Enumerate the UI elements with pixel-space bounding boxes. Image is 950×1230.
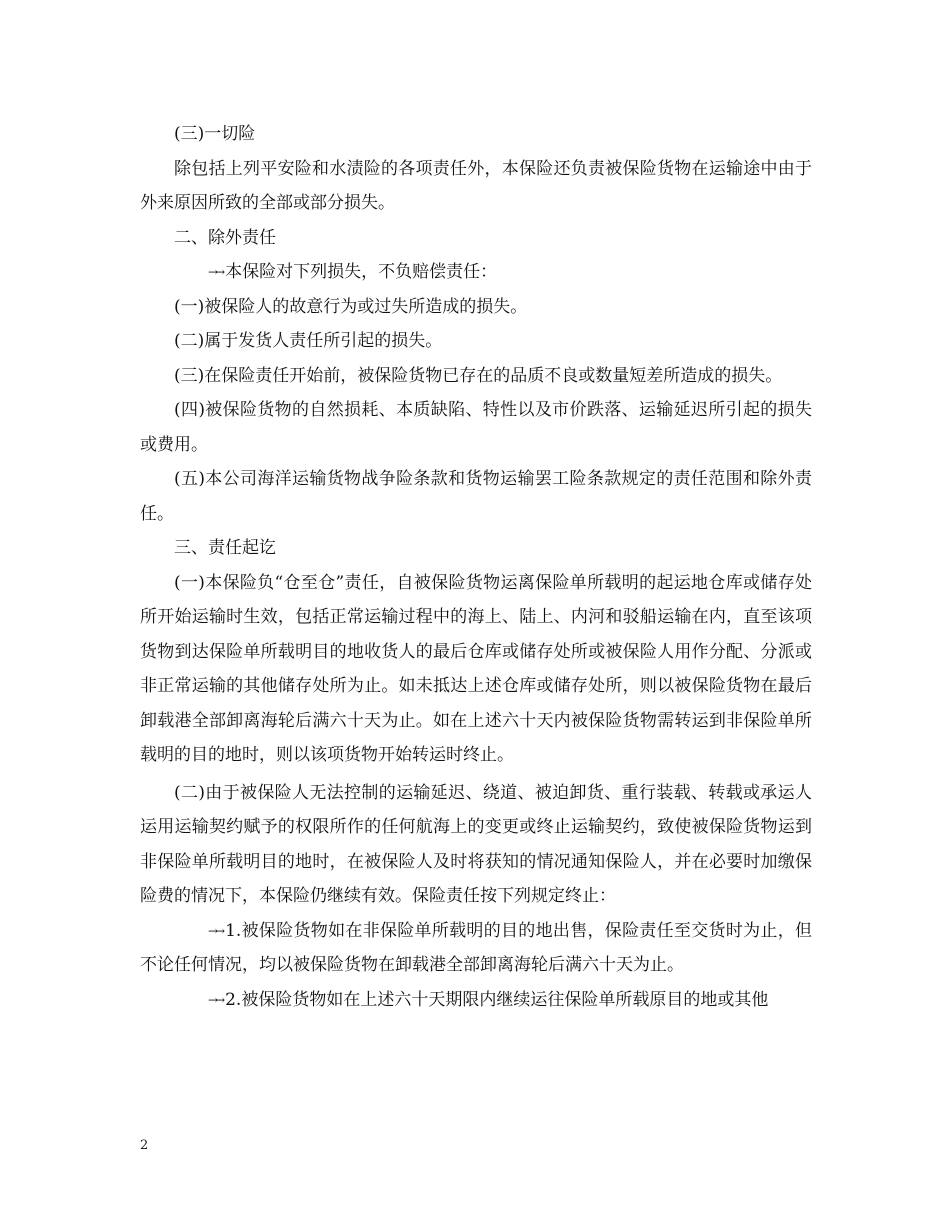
paragraph-exclusion-5: (五)本公司海洋运输货物战争险条款和货物运输罢工险条款规定的责任范围和除外责任。 (140, 469, 812, 524)
arrow-icon: →→ (208, 992, 223, 1007)
paragraph-exclusion-3: (三)在保险责任开始前，被保险货物已存在的品质不良或数量短差所造成的损失。 (174, 365, 783, 386)
paragraph-exclusion-4: (四)被保险货物的自然损耗、本质缺陷、特性以及市价跌落、运输延迟所引起的损失或费用。 (140, 400, 812, 455)
arrow-icon: →→ (208, 265, 223, 279)
section-heading-duration: 三、责任起讫 (174, 538, 276, 558)
paragraph-termination-1 (140, 914, 812, 983)
page-number: 2 (140, 1138, 149, 1153)
paragraph-exclusion-1: (一)被保险人的故意行为或过失所造成的损失。 (174, 296, 528, 317)
paragraph-clause-3-all-risks-heading: (三)一切险 (174, 124, 256, 144)
paragraph-exclusion-2: (二)属于发货人责任所引起的损失。 (174, 331, 443, 351)
paragraph-exclusions-intro (140, 255, 812, 290)
paragraph-text: 2.被保险货物如在上述六十天期限内继续运往保险单所载原目的地或其他 (225, 989, 769, 1010)
paragraph-text: 1.被保险货物如在非保险单所载明的目的地出售，保险责任至交货时为止，但不论任何情况，均以被保险货物在卸载港全部卸离海轮后满六十天为止。 (140, 920, 812, 975)
paragraph-duration-1: (一)本保险负“仓至仓”责任，自被保险货物运离保险单所载明的起运地仓库或储存处所开始运输时生效，包括正常运输过程中的海上、陆上、内河和驳船运输在内，直至该项货物到达保险单所载明目的地收货人的最后仓库或储存处所或被保险人用作分配、分派或非正常运输的其他储存处所为止。如未抵达上述仓库或储存处所，则以被保险货物在最后卸载港全部卸离海轮后满六十天为止。如在上述六十天内被保险货物需转运到非保险单所载明的目的地时，则以该项货物开始转运时终止。 (140, 572, 812, 765)
paragraph-all-risks-coverage: 除包括上列平安险和水渍险的各项责任外，本保险还负责被保险货物在运输途中由于外来原因所致的全部或部分损失。 (140, 158, 812, 213)
section-heading-exclusions: 二、除外责任 (174, 227, 276, 248)
document-body (140, 117, 812, 1017)
paragraph-termination-2 (140, 983, 812, 1018)
paragraph-text: 本保险对下列损失，不负赔偿责任： (225, 262, 498, 282)
paragraph-duration-2: (二)由于被保险人无法控制的运输延迟、绕道、被迫卸货、重行装载、转载或承运人运用运输契约赋予的权限所作的任何航海上的变更或终止运输契约，致使被保险货物运到非保险单所载明目的地时，在被保险人及时将获知的情况通知保险人，并在必要时加缴保险费的情况下，本保险仍继续有效。保险责任按下列规定终止： (140, 782, 812, 906)
arrow-icon: →→ (208, 923, 223, 938)
